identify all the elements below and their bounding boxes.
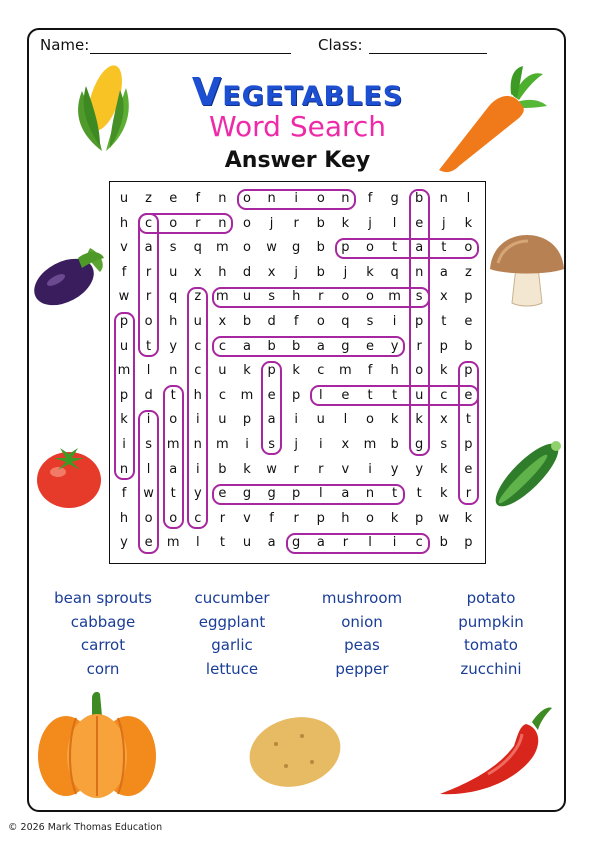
- grid-letter: k: [464, 510, 473, 526]
- grid-letter: p: [415, 510, 424, 526]
- grid-letter: k: [440, 486, 448, 502]
- grid-letter: j: [343, 264, 348, 280]
- grid-letter: l: [392, 215, 397, 231]
- grid-letter: i: [146, 412, 151, 428]
- grid-letter: c: [194, 510, 202, 526]
- answer-highlight: [138, 410, 159, 554]
- grid-letter: p: [119, 387, 129, 403]
- grid-letter: c: [218, 338, 226, 354]
- word-list-item: onion: [341, 612, 383, 631]
- grid-letter: e: [169, 191, 178, 206]
- grid-letter: k: [292, 363, 300, 379]
- word-list-item: zucchini: [460, 659, 522, 678]
- grid-letter: t: [170, 387, 176, 403]
- word-list-item: mushroom: [321, 589, 403, 607]
- grid-letter: m: [240, 387, 254, 403]
- grid-letter: o: [316, 191, 325, 206]
- grid-letter: l: [318, 387, 323, 403]
- grid-letter: h: [218, 264, 227, 280]
- grid-letter: p: [464, 437, 473, 452]
- grid-letter: b: [242, 314, 252, 329]
- grid-letter: f: [121, 486, 127, 502]
- grid-letter: x: [439, 412, 448, 428]
- grid-letter: q: [341, 314, 350, 329]
- grid-letter: u: [218, 363, 227, 379]
- grid-letter: j: [368, 215, 372, 231]
- grid-letter: r: [293, 461, 299, 477]
- grid-letter: n: [169, 363, 178, 379]
- grid-letter: m: [117, 363, 131, 379]
- grid-letter: d: [242, 264, 252, 280]
- grid-letter: u: [169, 264, 178, 280]
- grid-letter: v: [120, 240, 128, 256]
- grid-letter: g: [292, 535, 301, 551]
- grid-letter: p: [464, 535, 473, 551]
- grid-letter: p: [119, 314, 129, 329]
- word-list-item: pumpkin: [458, 612, 524, 631]
- grid-letter: r: [293, 215, 299, 231]
- grid-letter: t: [441, 240, 447, 256]
- answer-highlight: [163, 385, 184, 529]
- grid-letter: u: [242, 289, 252, 305]
- corn-icon: [62, 56, 142, 156]
- grid-letter: r: [318, 461, 324, 477]
- grid-letter: o: [243, 215, 251, 231]
- cucumber-icon: [490, 438, 564, 512]
- grid-letter: p: [267, 363, 276, 379]
- page-title: Vegetables: [191, 70, 404, 114]
- grid-letter: t: [219, 535, 225, 551]
- grid-letter: x: [193, 264, 202, 280]
- grid-letter: s: [268, 289, 275, 305]
- grid-letter: t: [392, 486, 398, 502]
- potato-icon: [246, 710, 344, 790]
- eggplant-icon: [30, 236, 108, 308]
- grid-letter: m: [339, 363, 352, 379]
- word-list-item: peas: [344, 636, 380, 654]
- grid-letter: x: [439, 289, 448, 305]
- grid-letter: f: [293, 314, 299, 329]
- grid-letter: j: [441, 215, 446, 231]
- grid-letter: e: [415, 215, 424, 231]
- grid-letter: f: [367, 363, 373, 379]
- grid-letter: k: [390, 412, 399, 428]
- grid-letter: s: [268, 437, 275, 452]
- grid-letter: c: [194, 338, 202, 354]
- page-subtitle: Word Search: [208, 110, 387, 143]
- grid-letter: g: [267, 486, 276, 502]
- grid-letter: h: [119, 215, 129, 231]
- chili-pepper-icon: [436, 700, 556, 800]
- grid-letter: t: [170, 486, 176, 502]
- grid-letter: r: [465, 486, 472, 502]
- grid-letter: n: [218, 191, 227, 206]
- word-list-item: tomato: [464, 636, 518, 654]
- grid-letter: g: [390, 191, 399, 206]
- grid-letter: o: [169, 412, 178, 428]
- grid-letter: d: [267, 314, 276, 329]
- grid-letter: m: [166, 535, 180, 551]
- grid-letter: s: [169, 240, 177, 256]
- grid-letter: w: [143, 486, 154, 502]
- grid-letter: l: [146, 461, 151, 477]
- grid-letter: n: [218, 215, 227, 231]
- grid-letter: e: [144, 535, 153, 551]
- grid-letter: a: [439, 264, 448, 280]
- grid-letter: u: [415, 387, 424, 403]
- name-field[interactable]: [90, 53, 291, 54]
- grid-letter: p: [316, 510, 325, 526]
- tomato-icon: [36, 440, 102, 510]
- grid-letter: d: [144, 387, 153, 403]
- grid-letter: b: [292, 338, 301, 354]
- grid-letter: a: [316, 535, 325, 551]
- grid-letter: t: [441, 314, 447, 329]
- grid-letter: e: [366, 338, 374, 354]
- grid-letter: h: [390, 363, 399, 379]
- grid-letter: n: [415, 264, 424, 280]
- grid-letter: z: [464, 264, 472, 280]
- answer-highlight: [138, 213, 159, 357]
- grid-letter: a: [243, 338, 251, 354]
- grid-letter: n: [439, 191, 448, 206]
- grid-letter: g: [341, 338, 350, 354]
- grid-letter: z: [194, 289, 202, 305]
- grid-letter: t: [465, 412, 471, 428]
- class-label: Class:: [318, 36, 363, 54]
- grid-letter: n: [119, 461, 129, 477]
- grid-letter: v: [341, 461, 350, 477]
- grid-letter: k: [243, 363, 251, 379]
- grid-letter: a: [267, 535, 276, 551]
- grid-letter: c: [317, 363, 325, 379]
- grid-letter: b: [464, 338, 473, 354]
- grid-letter: h: [193, 387, 202, 403]
- grid-letter: r: [416, 338, 422, 354]
- grid-letter: p: [292, 486, 301, 502]
- grid-letter: p: [464, 363, 473, 379]
- grid-letter: o: [366, 412, 374, 428]
- grid-letter: i: [318, 437, 323, 452]
- mushroom-icon: [488, 233, 566, 308]
- grid-letter: h: [119, 510, 129, 526]
- grid-letter: o: [243, 191, 251, 206]
- grid-letter: c: [440, 387, 448, 403]
- grid-letter: j: [269, 215, 274, 231]
- grid-letter: y: [390, 461, 399, 477]
- grid-letter: m: [363, 437, 377, 452]
- grid-letter: r: [342, 535, 349, 551]
- grid-letter: b: [218, 461, 227, 477]
- grid-letter: o: [169, 215, 178, 231]
- grid-letter: a: [341, 486, 350, 502]
- grid-letter: l: [343, 412, 348, 428]
- grid-letter: o: [144, 314, 153, 329]
- grid-letter: b: [316, 264, 325, 280]
- grid-letter: m: [216, 437, 229, 452]
- grid-letter: k: [366, 264, 374, 280]
- grid-letter: a: [267, 412, 276, 428]
- grid-letter: m: [216, 240, 229, 256]
- grid-letter: a: [415, 240, 424, 256]
- grid-letter: o: [366, 240, 374, 256]
- grid-letter: i: [294, 412, 298, 428]
- grid-letter: g: [415, 437, 424, 452]
- grid-letter: j: [294, 437, 298, 452]
- grid-letter: w: [266, 240, 277, 256]
- grid-letter: b: [316, 215, 325, 231]
- grid-letter: l: [195, 535, 200, 551]
- word-list-item: carrot: [80, 636, 126, 654]
- grid-letter: o: [366, 289, 374, 305]
- grid-letter: r: [219, 510, 226, 526]
- grid-letter: s: [366, 314, 374, 329]
- grid-letter: k: [415, 412, 423, 428]
- grid-letter: u: [242, 535, 252, 551]
- grid-letter: c: [194, 363, 202, 379]
- pumpkin-icon: [36, 690, 158, 800]
- carrot-icon: [433, 66, 548, 176]
- grid-letter: b: [415, 191, 424, 206]
- grid-letter: l: [318, 486, 323, 502]
- grid-letter: k: [120, 412, 128, 428]
- grid-letter: p: [464, 289, 473, 305]
- grid-letter: c: [218, 387, 226, 403]
- grid-letter: i: [195, 461, 200, 477]
- grid-letter: x: [341, 437, 350, 452]
- grid-letter: i: [195, 412, 200, 428]
- grid-letter: i: [392, 535, 397, 551]
- grid-letter: n: [365, 486, 375, 502]
- grid-letter: k: [440, 363, 448, 379]
- grid-letter: o: [243, 240, 251, 256]
- grid-letter: f: [195, 191, 201, 206]
- word-list-item: eggplant: [198, 612, 266, 631]
- grid-letter: n: [267, 191, 276, 206]
- grid-letter: i: [368, 461, 372, 477]
- grid-letter: t: [367, 387, 373, 403]
- grid-letter: l: [146, 363, 151, 379]
- grid-letter: o: [144, 510, 153, 526]
- grid-letter: p: [439, 338, 448, 354]
- grid-letter: c: [415, 535, 423, 551]
- grid-letter: p: [341, 240, 350, 256]
- grid-letter: n: [193, 437, 202, 452]
- word-list-item: cabbage: [70, 612, 136, 631]
- grid-letter: r: [293, 510, 299, 526]
- word-list-item: pepper: [335, 659, 389, 678]
- grid-letter: e: [464, 461, 473, 477]
- grid-letter: x: [267, 264, 276, 280]
- grid-letter: o: [341, 289, 350, 305]
- grid-letter: u: [218, 412, 227, 428]
- grid-letter: e: [464, 387, 473, 403]
- grid-letter: l: [466, 191, 471, 206]
- grid-letter: m: [216, 289, 229, 305]
- grid-letter: h: [292, 289, 301, 305]
- grid-letter: h: [169, 314, 178, 329]
- grid-letter: p: [415, 314, 424, 329]
- grid-letter: s: [440, 437, 448, 452]
- grid-letter: a: [169, 461, 178, 477]
- grid-letter: e: [341, 387, 350, 403]
- grid-letter: o: [169, 510, 178, 526]
- name-label: Name:: [40, 36, 90, 54]
- grid-letter: l: [368, 535, 372, 551]
- word-list-item: bean sprouts: [54, 589, 152, 607]
- grid-letter: p: [292, 387, 301, 403]
- grid-letter: t: [416, 486, 422, 502]
- grid-letter: k: [440, 461, 448, 477]
- grid-letter: g: [292, 240, 301, 256]
- grid-letter: k: [390, 510, 399, 526]
- grid-letter: a: [316, 338, 325, 354]
- grid-letter: q: [169, 289, 178, 305]
- grid-letter: r: [145, 289, 152, 305]
- answer-highlight: [458, 361, 479, 505]
- grid-letter: y: [415, 461, 424, 477]
- grid-letter: r: [195, 215, 201, 231]
- grid-letter: t: [392, 240, 398, 256]
- grid-letter: b: [267, 338, 276, 354]
- word-list-item: potato: [466, 589, 516, 607]
- grid-letter: m: [166, 437, 180, 452]
- grid-letter: u: [193, 314, 202, 329]
- class-field[interactable]: [369, 53, 487, 54]
- grid-letter: k: [341, 215, 350, 231]
- grid-letter: y: [193, 486, 202, 502]
- grid-letter: o: [464, 240, 473, 256]
- grid-letter: i: [392, 314, 397, 329]
- grid-letter: e: [267, 387, 276, 403]
- grid-letter: y: [390, 338, 399, 354]
- grid-letter: h: [341, 510, 350, 526]
- word-list-item: cucumber: [194, 589, 270, 607]
- grid-letter: k: [243, 461, 251, 477]
- grid-letter: p: [242, 412, 252, 428]
- copyright-footer: © 2026 Mark Thomas Education: [8, 822, 163, 833]
- answer-key-heading: Answer Key: [224, 148, 371, 173]
- grid-letter: a: [144, 240, 153, 256]
- grid-letter: w: [118, 289, 130, 305]
- grid-letter: o: [316, 314, 325, 329]
- grid-letter: u: [119, 191, 129, 206]
- grid-letter: b: [316, 240, 325, 256]
- grid-letter: f: [269, 510, 274, 526]
- grid-letter: u: [316, 412, 325, 428]
- grid-letter: t: [146, 338, 152, 354]
- grid-letter: x: [218, 314, 227, 329]
- grid-letter: i: [294, 191, 298, 206]
- grid-letter: s: [145, 437, 152, 452]
- grid-letter: e: [464, 314, 473, 329]
- grid-letter: w: [438, 510, 450, 526]
- word-list-item: corn: [86, 659, 120, 678]
- grid-letter: q: [390, 264, 399, 280]
- word-list-item: lettuce: [205, 659, 259, 678]
- grid-letter: r: [145, 264, 152, 280]
- grid-letter: e: [218, 486, 227, 502]
- grid-letter: s: [415, 289, 423, 305]
- grid-letter: f: [121, 264, 127, 280]
- grid-letter: j: [294, 264, 298, 280]
- grid-letter: q: [193, 240, 202, 256]
- grid-letter: b: [390, 437, 399, 452]
- grid-letter: w: [266, 461, 277, 477]
- grid-letter: o: [415, 363, 424, 379]
- grid-letter: u: [119, 338, 129, 354]
- grid-letter: y: [169, 338, 178, 354]
- grid-letter: y: [120, 535, 128, 551]
- grid-letter: r: [318, 289, 324, 305]
- grid-letter: m: [388, 289, 401, 305]
- grid-letter: i: [245, 437, 249, 452]
- grid-letter: o: [366, 510, 374, 526]
- word-list-item: garlic: [211, 636, 253, 654]
- grid-letter: k: [464, 215, 473, 231]
- grid-letter: n: [341, 191, 350, 206]
- grid-letter: z: [145, 191, 152, 206]
- grid-letter: v: [243, 510, 251, 526]
- grid-letter: f: [367, 191, 373, 206]
- grid-letter: i: [122, 437, 126, 452]
- grid-letter: b: [439, 535, 448, 551]
- grid-letter: g: [242, 486, 252, 502]
- grid-letter: t: [392, 387, 398, 403]
- grid-letter: c: [145, 215, 153, 231]
